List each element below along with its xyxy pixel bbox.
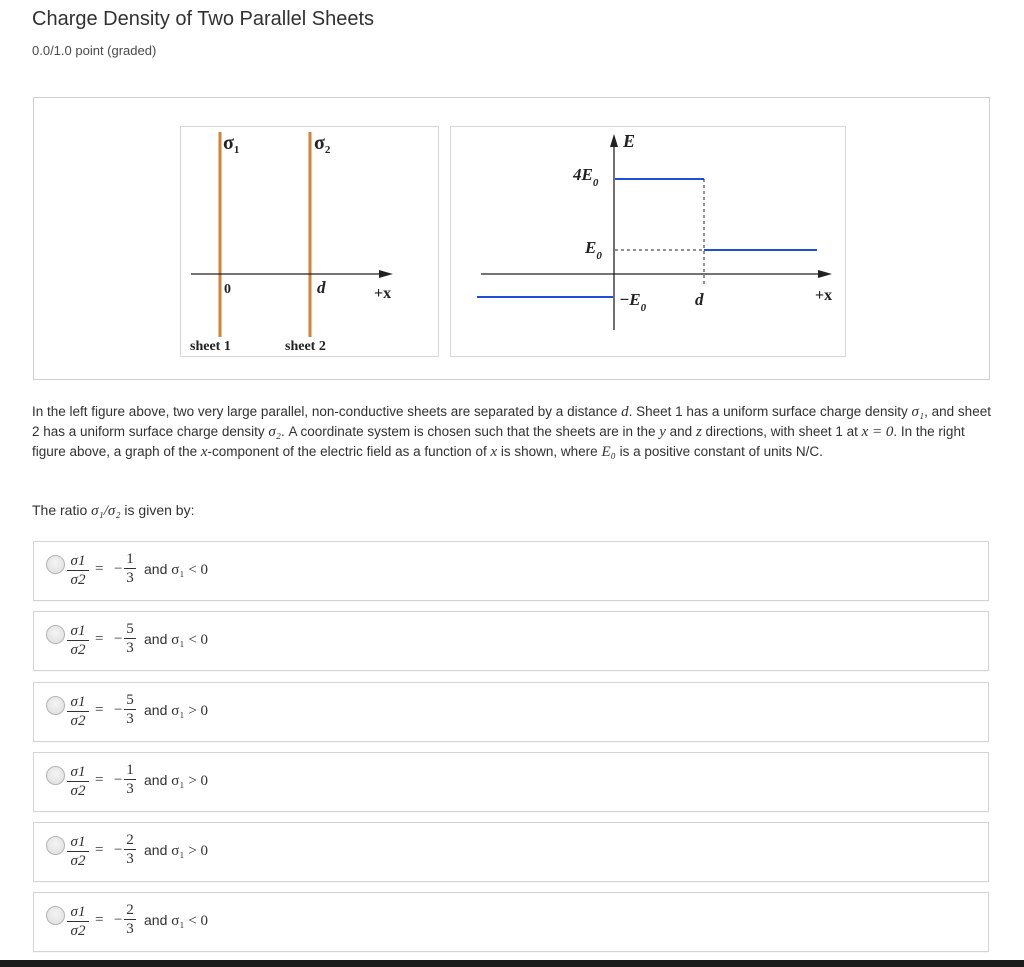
option-condition: and σ₁ < 0 bbox=[144, 912, 209, 929]
question-text: The ratio σ₁/σ₂ is given by: bbox=[32, 502, 195, 519]
sheets-diagram bbox=[181, 127, 440, 358]
bottom-bar bbox=[0, 960, 1024, 967]
minus-sign: − bbox=[114, 842, 123, 858]
points-status: 0.0/1.0 point (graded) bbox=[32, 43, 157, 58]
equals-sign: = bbox=[95, 702, 104, 718]
lhs-numerator: σ1 bbox=[70, 764, 86, 780]
origin-label: 0 bbox=[224, 282, 231, 297]
rhs-fraction bbox=[124, 551, 136, 586]
label-e0: $E_0$ bbox=[585, 238, 602, 262]
radio-button[interactable] bbox=[46, 766, 65, 785]
lhs-denominator: σ2 bbox=[70, 853, 86, 869]
rhs-denominator: 3 bbox=[126, 711, 134, 727]
rhs-denominator: 3 bbox=[126, 781, 134, 797]
lhs-numerator: σ1 bbox=[70, 623, 86, 639]
radio-button[interactable] bbox=[46, 696, 65, 715]
minus-sign: − bbox=[114, 772, 123, 788]
equals-sign: = bbox=[95, 631, 104, 647]
lhs-fraction bbox=[67, 834, 89, 869]
sigma1-label: $\sigma_1$ bbox=[223, 132, 240, 156]
page-title: Charge Density of Two Parallel Sheets bbox=[32, 8, 375, 30]
problem-text: In the left figure above, two very large parallel, non-conductive sheets are separated by a distance d. Sheet 1 has a uniform surface charge density σ₁, and sheet 2 has a uniform surface charge density σ₂. A coordinate system is chosen such that the sheets are in the y and z directions, with sheet 1 at x = 0. In the right figure above, a graph of the x-component of the electric field as a function of x is shown, where E₀ is a positive constant of units N/C. bbox=[32, 404, 991, 460]
lhs-numerator: σ1 bbox=[70, 834, 86, 850]
rhs-denominator: 3 bbox=[126, 851, 134, 867]
option-condition: and σ₁ > 0 bbox=[144, 772, 209, 789]
equals-sign: = bbox=[95, 912, 104, 928]
lhs-denominator: σ2 bbox=[70, 572, 86, 588]
field-graph bbox=[450, 126, 846, 357]
equals-sign: = bbox=[95, 842, 104, 858]
answer-option[interactable] bbox=[33, 611, 989, 671]
d-label: d bbox=[317, 278, 326, 297]
rhs-numerator: 5 bbox=[126, 621, 134, 637]
answer-option[interactable] bbox=[33, 752, 989, 812]
radio-button[interactable] bbox=[46, 906, 65, 925]
equals-sign: = bbox=[95, 561, 104, 577]
minus-sign: − bbox=[114, 702, 123, 718]
option-condition: and σ₁ > 0 bbox=[144, 702, 209, 719]
rhs-numerator: 1 bbox=[126, 551, 134, 567]
figure-container bbox=[33, 97, 990, 380]
label-neg-e0: $-E_0$ bbox=[619, 290, 647, 314]
rhs-numerator: 5 bbox=[126, 692, 134, 708]
e-axis-label: E bbox=[623, 131, 636, 151]
lhs-numerator: σ1 bbox=[70, 694, 86, 710]
x-axis-arrowhead bbox=[818, 270, 832, 278]
x-label: +x bbox=[815, 287, 833, 304]
equals-sign: = bbox=[95, 772, 104, 788]
lhs-fraction bbox=[67, 694, 89, 729]
lhs-fraction bbox=[67, 764, 89, 799]
d-label: d bbox=[695, 290, 704, 309]
rhs-numerator: 2 bbox=[126, 832, 134, 848]
rhs-fraction bbox=[124, 902, 136, 937]
answer-option[interactable] bbox=[33, 541, 989, 601]
rhs-fraction bbox=[124, 762, 136, 797]
sheet2-label: sheet 2 bbox=[285, 339, 326, 354]
option-condition: and σ₁ < 0 bbox=[144, 561, 209, 578]
rhs-denominator: 3 bbox=[126, 570, 134, 586]
lhs-denominator: σ2 bbox=[70, 783, 86, 799]
option-condition: and σ₁ < 0 bbox=[144, 631, 209, 648]
field-chart bbox=[451, 127, 847, 358]
rhs-denominator: 3 bbox=[126, 921, 134, 937]
rhs-numerator: 1 bbox=[126, 762, 134, 778]
lhs-fraction bbox=[67, 904, 89, 939]
answer-option[interactable] bbox=[33, 822, 989, 882]
radio-button[interactable] bbox=[46, 836, 65, 855]
radio-button[interactable] bbox=[46, 555, 65, 574]
minus-sign: − bbox=[114, 561, 123, 577]
lhs-denominator: σ2 bbox=[70, 923, 86, 939]
rhs-denominator: 3 bbox=[126, 640, 134, 656]
sheet1-label: sheet 1 bbox=[190, 339, 231, 354]
lhs-numerator: σ1 bbox=[70, 553, 86, 569]
rhs-numerator: 2 bbox=[126, 902, 134, 918]
rhs-fraction bbox=[124, 621, 136, 656]
lhs-denominator: σ2 bbox=[70, 713, 86, 729]
radio-button[interactable] bbox=[46, 625, 65, 644]
answer-option[interactable] bbox=[33, 682, 989, 742]
lhs-fraction bbox=[67, 623, 89, 658]
lhs-fraction bbox=[67, 553, 89, 588]
x-label: +x bbox=[374, 285, 392, 302]
rhs-fraction bbox=[124, 832, 136, 867]
x-axis-arrowhead bbox=[379, 270, 393, 278]
sigma2-label: $\sigma_2$ bbox=[314, 132, 331, 156]
e-axis-arrowhead bbox=[610, 134, 618, 147]
minus-sign: − bbox=[114, 631, 123, 647]
sheets-figure bbox=[180, 126, 439, 357]
option-condition: and σ₁ > 0 bbox=[144, 842, 209, 859]
lhs-denominator: σ2 bbox=[70, 642, 86, 658]
minus-sign: − bbox=[114, 912, 123, 928]
lhs-numerator: σ1 bbox=[70, 904, 86, 920]
label-4e0: $4E_0$ bbox=[573, 165, 599, 189]
rhs-fraction bbox=[124, 692, 136, 727]
answer-option[interactable] bbox=[33, 892, 989, 952]
